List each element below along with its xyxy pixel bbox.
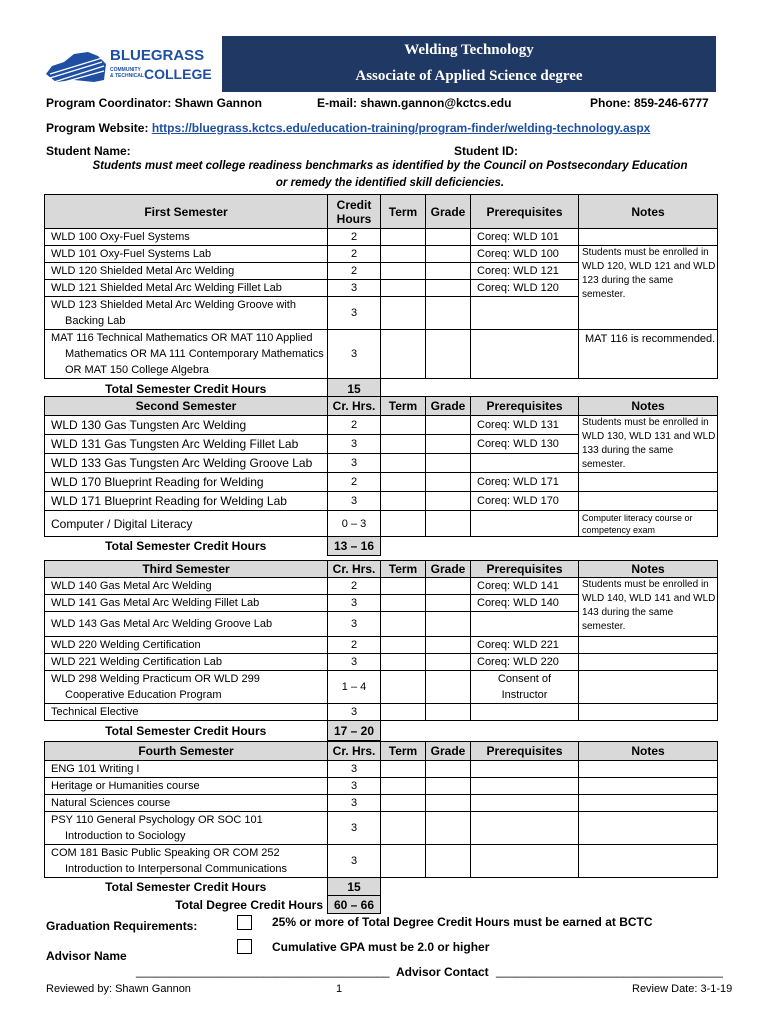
grade-header: Grade (426, 397, 471, 416)
table-row: WLD 120 Shielded Metal Arc Welding 2 Coreq: WLD 121 (45, 263, 718, 280)
requirement-1-checkbox[interactable] (237, 915, 252, 930)
logo-line3: COLLEGE (144, 66, 212, 82)
notes-header: Notes (579, 742, 718, 761)
student-id-label: Student ID: (454, 144, 518, 158)
table-row: WLD 221 Welding Certification Lab 3 Coreq: WLD 220 (45, 654, 718, 671)
table-row: WLD 121 Shielded Metal Arc Welding Fillet Lab 3 Coreq: WLD 120 (45, 280, 718, 297)
prereq-header: Prerequisites (471, 397, 579, 416)
table-row: WLD 131 Gas Tungsten Arc Welding Fillet Lab 3 Coreq: WLD 130 (45, 435, 718, 454)
logo-line2b: & TECHNICAL (110, 73, 144, 79)
note-enroll: Students must be enrolled in WLD 130, WLD 131 and WLD 133 during the same semester. (579, 416, 718, 473)
degree-total-label: Total Degree Credit Hours (175, 897, 323, 912)
table-row: WLD 298 Welding Practicum OR WLD 299 Cooperative Education Program 1 – 4 Consent of Instructor (45, 671, 718, 704)
readiness-note-1: Students must meet college readiness benchmarks as identified by the Council on Postsecondary Education (92, 160, 688, 172)
student-name-label: Student Name: (46, 144, 131, 158)
note-mat: MAT 116 is recommended. (579, 330, 718, 379)
semester-title: Third Semester (45, 561, 328, 578)
notes-header: Notes (579, 397, 718, 416)
table-row: Computer / Digital Literacy 0 – 3 Computer literacy course or competency exam (45, 511, 718, 537)
logo-line1: BLUEGRASS (110, 47, 205, 64)
notes-header: Notes (579, 195, 718, 229)
grade-header: Grade (426, 742, 471, 761)
table-row: WLD 140 Gas Metal Arc Welding 2 Coreq: WLD 141 Students must be enrolled in WLD 140, WLD 141 and WLD 143 during the same semester. (45, 578, 718, 595)
semester-title: Fourth Semester (45, 742, 328, 761)
table-row: ENG 101 Writing I 3 (45, 761, 718, 778)
website-label: Program Website: (46, 121, 149, 135)
page-number: 1 (336, 983, 343, 995)
total-label: Total Semester Credit Hours (105, 879, 267, 894)
bluegrass-college-logo (44, 44, 220, 86)
table-row: Heritage or Humanities course 3 (45, 778, 718, 795)
degree-total-hours: 60 – 66 (328, 896, 381, 914)
total-label: Total Semester Credit Hours (105, 381, 267, 396)
website-link[interactable]: https://bluegrass.kctcs.edu/education-training/program-finder/welding-technology.aspx (151, 121, 651, 135)
table-row: WLD 133 Gas Tungsten Arc Welding Groove Lab 3 (45, 454, 718, 473)
total-label: Total Semester Credit Hours (105, 723, 267, 738)
credit-header: Credit Hours (328, 195, 381, 229)
table-row: WLD 143 Gas Metal Arc Welding Groove Lab 3 (45, 612, 718, 637)
grade-header: Grade (426, 195, 471, 229)
reviewed-by: Reviewed by: Shawn Gannon (46, 983, 191, 995)
semester-title: First Semester (45, 195, 328, 229)
table-row: WLD 130 Gas Tungsten Arc Welding 2 Coreq: WLD 131 Students must be enrolled in WLD 130, WLD 131 and WLD 133 during the same semester. (45, 416, 718, 435)
advisor-name-line[interactable]: ______________________________________ (136, 964, 390, 978)
prereq-header: Prerequisites (471, 742, 579, 761)
review-date: Review Date: 3-1-19 (632, 983, 733, 995)
term-header: Term (381, 397, 426, 416)
table-row: Natural Sciences course 3 (45, 795, 718, 812)
total-hours: 13 – 16 (328, 537, 381, 556)
cr-header: Cr. Hrs. (328, 397, 381, 416)
table-row: WLD 170 Blueprint Reading for Welding 2 Coreq: WLD 171 (45, 473, 718, 492)
total-hours: 17 – 20 (328, 721, 381, 741)
total-hours: 15 (328, 878, 381, 896)
first-semester-table (44, 194, 718, 399)
program-banner (222, 36, 716, 92)
table-row: Technical Elective 3 (45, 704, 718, 721)
table-row: MAT 116 Technical Mathematics OR MAT 110 Applied Mathematics OR MA 111 Contemporary Mathematics OR MAT 150 College Algebra 3 MAT 116 is recommended. (45, 330, 718, 379)
table-row: WLD 141 Gas Metal Arc Welding Fillet Lab 3 Coreq: WLD 140 (45, 595, 718, 612)
notes-header: Notes (579, 561, 718, 578)
advisor-name-label: Advisor Name (46, 949, 127, 963)
total-label: Total Semester Credit Hours (105, 539, 267, 554)
term-header: Term (381, 742, 426, 761)
total-hours: 15 (328, 379, 381, 399)
prereq-header: Prerequisites (471, 561, 579, 578)
grade-header: Grade (426, 561, 471, 578)
table-row: COM 181 Basic Public Speaking OR COM 252 Introduction to Interpersonal Communications 3 (45, 845, 718, 878)
semester-title: Second Semester (45, 397, 328, 416)
readiness-note-2: or remedy the identified skill deficiencies. (275, 177, 505, 189)
banner-subtitle: Associate of Applied Science degree (355, 68, 583, 84)
coordinator: Program Coordinator: Shawn Gannon (46, 96, 263, 110)
advisor-contact-line[interactable]: __________________________________ (496, 964, 723, 978)
term-header: Term (381, 195, 426, 229)
fourth-semester-table (44, 741, 718, 914)
table-row: WLD 171 Blueprint Reading for Welding Lab 3 Coreq: WLD 170 (45, 492, 718, 511)
table-row: WLD 101 Oxy-Fuel Systems Lab 2 Coreq: WLD 100 Students must be enrolled in WLD 120, WLD 121 and WLD 123 during the same semester. (45, 246, 718, 263)
second-semester-table (44, 396, 718, 556)
term-header: Term (381, 561, 426, 578)
email: E-mail: shawn.gannon@kctcs.edu (317, 96, 512, 110)
logo-line2a: COMMUNITY (110, 67, 141, 73)
graduation-label: Graduation Requirements: (46, 919, 198, 933)
third-semester-table (44, 560, 718, 741)
prereq-header: Prerequisites (471, 195, 579, 229)
table-row: WLD 123 Shielded Metal Arc Welding Groove with Backing Lab 3 (45, 297, 718, 330)
website (46, 121, 650, 135)
table-row: WLD 100 Oxy-Fuel Systems 2 Coreq: WLD 101 (45, 229, 718, 246)
note-enroll: Students must be enrolled in WLD 140, WLD 141 and WLD 143 during the same semester. (579, 578, 718, 637)
advisor-contact-label: Advisor Contact (396, 965, 489, 979)
note-literacy: Computer literacy course or competency exam (579, 511, 718, 537)
requirement-2: Cumulative GPA must be 2.0 or higher (272, 940, 490, 954)
table-row: PSY 110 General Psychology OR SOC 101 Introduction to Sociology 3 (45, 812, 718, 845)
table-row: WLD 220 Welding Certification 2 Coreq: WLD 221 (45, 637, 718, 654)
cr-header: Cr. Hrs. (328, 742, 381, 761)
phone: Phone: 859-246-6777 (590, 96, 709, 110)
note-enroll: Students must be enrolled in WLD 120, WLD 121 and WLD 123 during the same semester. (579, 246, 718, 330)
cr-header: Cr. Hrs. (328, 561, 381, 578)
banner-title: Welding Technology (404, 42, 534, 58)
requirement-1: 25% or more of Total Degree Credit Hours must be earned at BCTC (272, 915, 653, 929)
requirement-2-checkbox[interactable] (237, 939, 252, 954)
